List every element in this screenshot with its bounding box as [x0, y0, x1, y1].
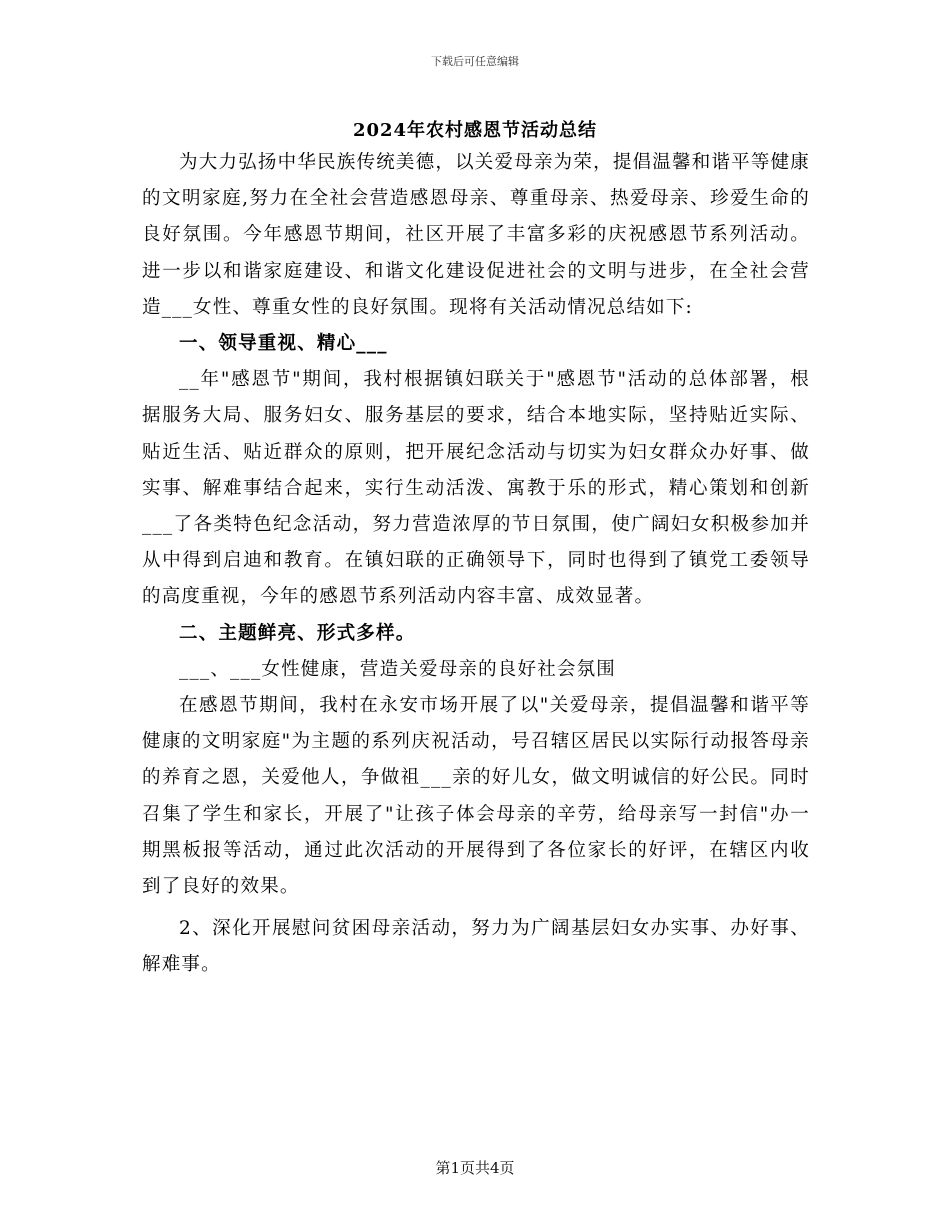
subsection-1-heading: ___、___女性健康，营造关爱母亲的良好社会氛围: [179, 658, 617, 680]
section-heading-1: 一、领导重视、精心___: [179, 333, 388, 355]
page-header-note: 下载后可任意编辑: [431, 55, 519, 68]
subsection-2-paragraph: 2、深化开展慰问贫困母亲活动，努力为广阔基层妇女办实事、办好事、解难事。: [142, 918, 810, 976]
page-number-footer: 第1页共4页: [435, 1159, 515, 1177]
section-heading-2: 二、主题鲜亮、形式多样。: [179, 622, 416, 644]
intro-paragraph: 为大力弘扬中华民族传统美德，以关爱母亲为荣，提倡温馨和谐平等健康的文明家庭,努力在全社会营造感恩母亲、尊重母亲、热爱母亲、珍爱生命的良好氛围。今年感恩节期间，社区开展了丰富多彩的庆祝感恩节系列活动。进一步以和谐家庭建设、和谐文化建设促进社会的文明与进步，在全社会营造___女性、尊重女性的良好氛围。现将有关活动情况总结如下:: [142, 152, 810, 318]
document-body: [142, 145, 810, 984]
section-1-paragraph: __年"感恩节"期间，我村根据镇妇联关于"感恩节"活动的总体部署，根据服务大局、服务妇女、服务基层的要求，结合本地实际，坚持贴近实际、贴近生活、贴近群众的原则，把开展纪念活动与切实为妇女群众办好事、做实事、解难事结合起来，实行生动活泼、寓教于乐的形式，精心策划和创新___了各类特色纪念活动，努力营造浓厚的节日氛围，使广阔妇女积极参加并从中得到启迪和教育。在镇妇联的正确领导下，同时也得到了镇党工委领导的高度重视，今年的感恩节系列活动内容丰富、成效显著。: [142, 369, 810, 608]
document-title: 2024年农村感恩节活动总结: [352, 120, 598, 141]
subsection-1-paragraph: 在感恩节期间，我村在永安市场开展了以"关爱母亲，提倡温馨和谐平等健康的文明家庭"为主题的系列庆祝活动，号召辖区居民以实际行动报答母亲的养育之恩，关爱他人，争做祖___亲的好儿女，做文明诚信的好公民。同时召集了学生和家长，开展了"让孩子体会母亲的辛劳，给母亲写一封信"办一期黑板报等活动，通过此次活动的开展得到了各位家长的好评，在辖区内收到了良好的效果。: [142, 695, 810, 898]
